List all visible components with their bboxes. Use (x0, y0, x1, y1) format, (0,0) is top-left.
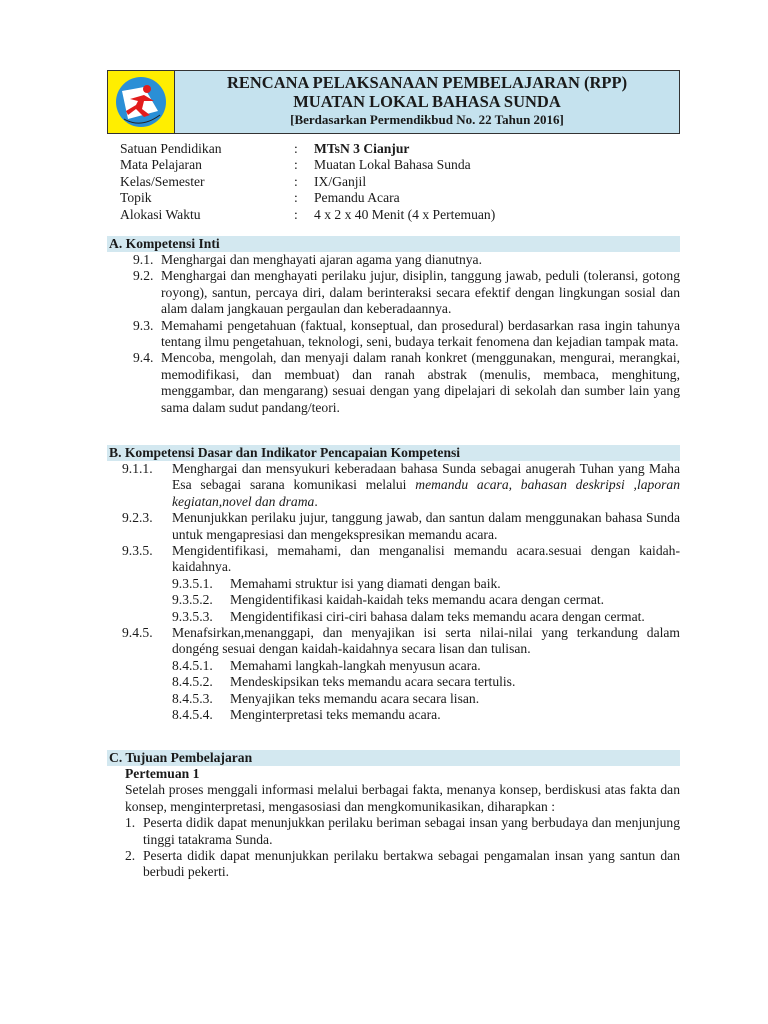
item-text (172, 543, 680, 576)
item-number: 8.4.5.4. (172, 707, 213, 723)
item-text-main: Menghargai dan mensyukuri keberadaan bahasa Sunda sebagai anugerah Tuhan yang Maha Esa sebagai sarana komunikasi melalui (172, 461, 680, 493)
list-item (107, 674, 680, 690)
list-item (107, 461, 680, 510)
info-row (107, 174, 680, 190)
item-number: 9.3.5. (122, 543, 153, 559)
item-text (161, 318, 680, 351)
section-heading: B. Kompetensi Dasar dan Indikator Pencapaian Kompetensi (107, 445, 680, 461)
item-text-main: Mengidentifikasi, memahami, dan menganalisi memandu acara.sesuai dengan kaidah-kaidahnya. (172, 543, 680, 575)
item-text-main: Mengidentifikasi kaidah-kaidah teks memandu acara dengan cermat. (230, 592, 605, 608)
list-item (107, 658, 680, 674)
info-separator: : (294, 141, 298, 156)
item-number: 1. (125, 815, 136, 831)
item-number: 8.4.5.3. (172, 690, 213, 706)
item-text (161, 350, 680, 416)
item-text-main: Memahami struktur isi yang diamati dengan baik. (230, 575, 501, 591)
item-text (172, 510, 680, 543)
info-label: Topik (120, 190, 152, 206)
item-text-main: Menyajikan teks memandu acara secara lisan. (230, 690, 480, 706)
info-label: Mata Pelajaran (120, 157, 202, 173)
list-item (107, 268, 680, 317)
item-text-main: Mencoba, mengolah, dan menyaji dalam ranah konkret (menggunakan, mengurai, merangkai, memodifikasi, dan membuat) dan ranah abstrak (menulis, membaca, menghitung, menggambar, dan mengarang) sesuai dengan yang dipelajari di sekolah dan sumber lain yang sama dalam sudut pandang/teori. (161, 350, 680, 415)
item-number: 9.1. (133, 252, 154, 267)
list-item (107, 609, 680, 625)
list-item (107, 350, 680, 416)
meeting-title: Pertemuan 1 (125, 766, 200, 781)
list-item (107, 707, 680, 723)
list-item (107, 543, 680, 576)
intro-paragraph: Setelah proses menggali informasi melalui berbagai fakta, menanya konsep, berdiskusi atas fakta dan konsep, menginterpretasi, mengasosiasi dan mengkomunikasikan, diharapkan : (125, 782, 680, 814)
item-text-main: Mendeskipsikan teks memandu acara secara tertulis. (230, 674, 516, 690)
info-value: Muatan Lokal Bahasa Sunda (314, 157, 471, 173)
item-text-italic: memandu acara, bahasan deskripsi ,laporan kegiatan,novel dan drama (172, 477, 680, 509)
item-number: 9.3.5.2. (172, 592, 213, 608)
item-text (161, 268, 680, 317)
item-text-main: Menunjukkan perilaku jujur, tanggung jawab, dan santun dalam menggunakan bahasa Sunda untuk mengapresiasi dan mengekspresikan memandu acara. (172, 510, 680, 542)
item-text-main: Menafsirkan,menanggapi, dan menyajikan isi serta nilai-nilai yang terkandung dalam dongéng sesuai dengan kaidah-kaidahnya secara lisan dan tulisan. (172, 625, 680, 657)
item-text-main: Peserta didik dapat menunjukkan perilaku beriman sebagai insan yang berbudaya dan menjunjung tinggi tatakrama Sunda. (143, 815, 680, 847)
info-row (107, 157, 680, 173)
info-value: MTsN 3 Cianjur (314, 141, 410, 156)
item-number: 8.4.5.2. (172, 674, 213, 690)
item-text (230, 658, 680, 674)
section-heading: C. Tujuan Pembelajaran (107, 750, 680, 766)
info-row (107, 207, 680, 223)
info-row (107, 190, 680, 206)
info-value: IX/Ganjil (314, 173, 367, 189)
item-text-main: Mengidentifikasi ciri-ciri bahasa dalam teks memandu acara dengan cermat. (230, 608, 645, 624)
info-row (107, 141, 680, 157)
logo-icon (114, 75, 168, 129)
item-text (230, 707, 680, 723)
list-item (107, 625, 680, 658)
document-title: RENCANA PELAKSANAAN PEMBELAJARAN (RPP) (226, 73, 628, 92)
item-text (172, 461, 680, 510)
item-number: 9.2.3. (122, 510, 153, 526)
document-header (107, 70, 680, 134)
info-label: Satuan Pendidikan (120, 141, 222, 156)
section-heading: A. Kompetensi Inti (107, 236, 680, 252)
list-item (107, 848, 680, 881)
list-item (107, 318, 680, 351)
item-text-main: Peserta didik dapat menunjukkan perilaku bertakwa sebagai pengamalan insan yang santun dan berbudi pekerti. (143, 848, 680, 880)
kurikulum-2013-logo (108, 71, 175, 133)
document-subject: MUATAN LOKAL BAHASA SUNDA (293, 92, 561, 111)
info-table (107, 141, 680, 223)
item-text-main: Memahami langkah-langkah menyusun acara. (230, 657, 481, 673)
item-text-end: . (314, 493, 318, 509)
info-label: Alokasi Waktu (120, 206, 201, 222)
item-text (230, 592, 680, 608)
item-text (230, 576, 680, 592)
item-number: 9.3.5.3. (172, 608, 213, 624)
item-text-main: Menghargai dan menghayati ajaran agama yang dianutnya. (161, 252, 482, 267)
item-number: 9.4.5. (122, 625, 153, 641)
item-text-main: Memahami pengetahuan (faktual, konseptual, dan prosedural) berdasarkan rasa ingin tahunya tentang ilmu pengetahuan, teknologi, seni, budaya terkait fenomena dan kejadian tampak mata. (161, 317, 680, 350)
item-number: 9.3. (133, 317, 154, 333)
item-text (230, 691, 680, 707)
item-text-main: Menginterpretasi teks memandu acara. (230, 707, 441, 723)
info-label: Kelas/Semester (120, 173, 205, 189)
list-item (107, 252, 680, 268)
info-separator: : (294, 190, 298, 206)
document-basis: [Berdasarkan Permendikbud No. 22 Tahun 2016] (290, 112, 564, 127)
info-value: Pemandu Acara (314, 190, 400, 206)
info-separator: : (294, 206, 298, 222)
item-text (161, 252, 680, 268)
section-tujuan-pembelajaran (107, 750, 680, 881)
item-number: 2. (125, 848, 136, 864)
list-item (107, 576, 680, 592)
list-item (107, 510, 680, 543)
item-text-main: Menghargai dan menghayati perilaku jujur, disiplin, tanggung jawab, peduli (toleransi, gotong royong), santun, percaya diri, dalam berinteraksi secara efektif dengan lingkungan sosial dan alam dalam jangkauan pergaulan dan keberadaannya. (161, 268, 680, 317)
item-number: 9.4. (133, 350, 154, 366)
info-separator: : (294, 173, 298, 189)
item-text (143, 848, 680, 881)
info-value: 4 x 2 x 40 Menit (4 x Pertemuan) (314, 206, 496, 222)
list-item (107, 691, 680, 707)
item-text (230, 674, 680, 690)
item-number: 9.1.1. (122, 461, 153, 476)
item-number: 9.3.5.1. (172, 575, 213, 591)
section-kompetensi-inti (107, 236, 680, 416)
item-text (172, 625, 680, 658)
list-item (107, 592, 680, 608)
section-kompetensi-dasar (107, 445, 680, 724)
item-text (230, 609, 680, 625)
item-number: 9.2. (133, 268, 154, 284)
item-text (143, 815, 680, 848)
info-separator: : (294, 157, 298, 173)
item-number: 8.4.5.1. (172, 657, 213, 673)
list-item (107, 815, 680, 848)
